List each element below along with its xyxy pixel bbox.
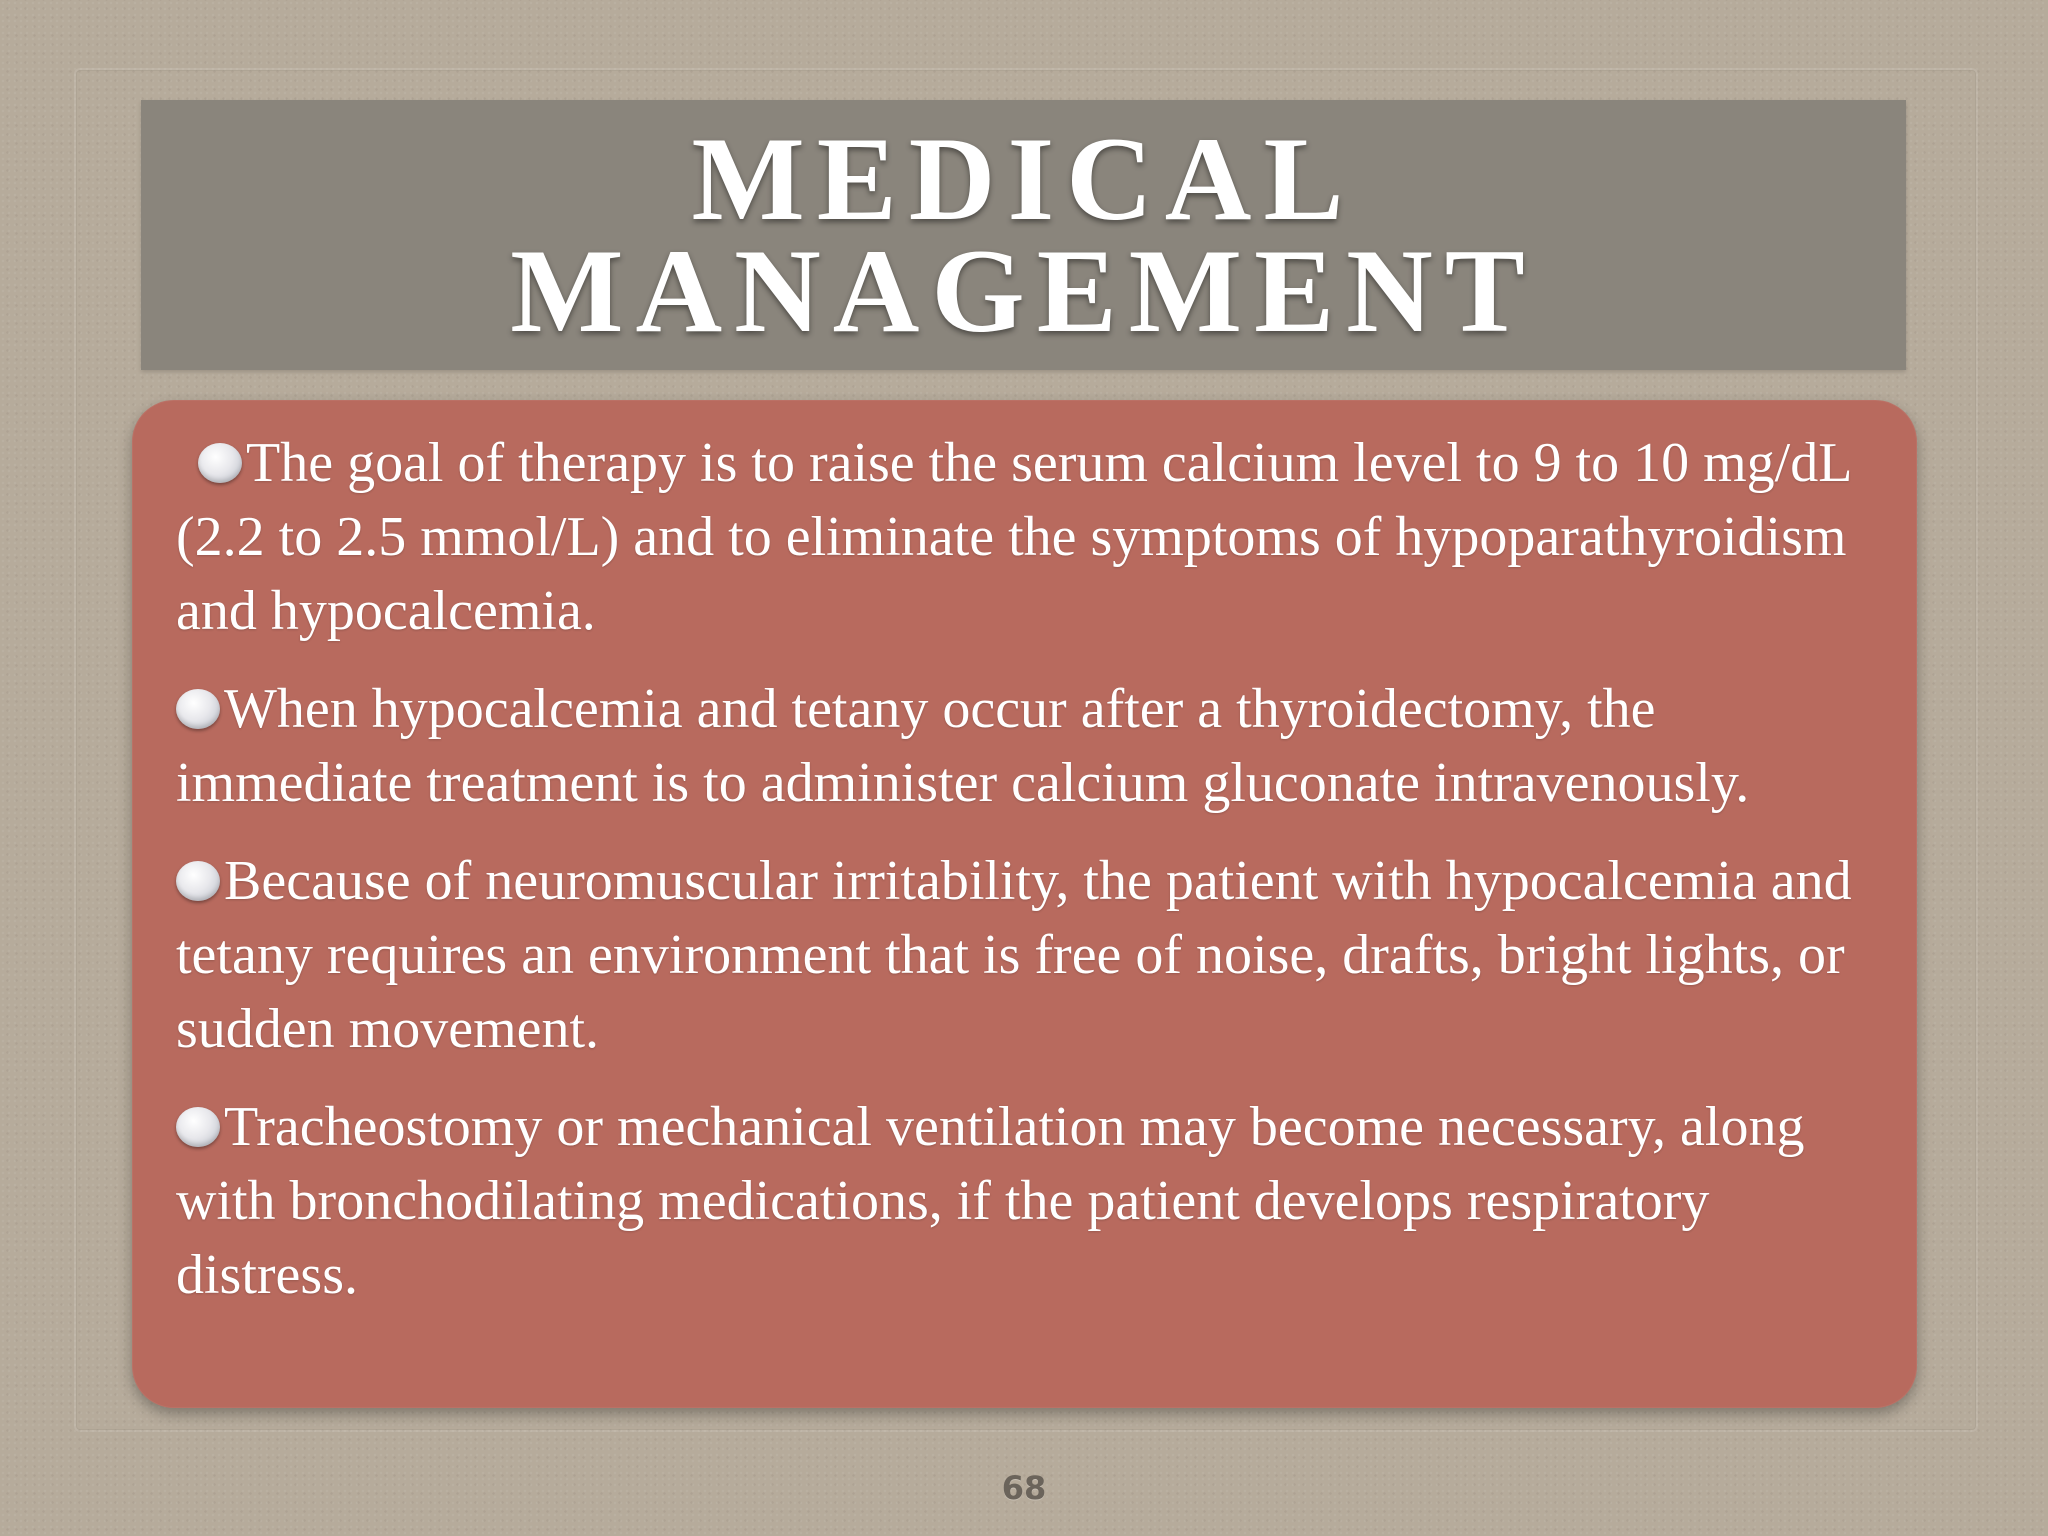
bullet-list [176,426,1881,1312]
bullet-item [176,1090,1881,1312]
bullet-text: Tracheostomy or mechanical ventilation may become necessary, along with bronchodilating medications, if the patient develops respiratory distress. [176,1096,1805,1306]
page-number: 68 [1001,1469,1047,1507]
bullet-item [176,426,1881,648]
title-bar [141,100,1906,370]
pearl-bullet-icon [176,689,220,729]
pearl-bullet-icon [176,1107,220,1147]
bullet-text: When hypocalcemia and tetany occur after a thyroidectomy, the immediate treatment is to administer calcium gluconate intravenously. [176,678,1750,814]
bullet-text: Because of neuromuscular irritability, the patient with hypocalcemia and tetany requires an environment that is free of noise, drafts, bright lights, or sudden movement. [176,850,1852,1060]
pearl-bullet-icon [198,443,242,483]
content-box [132,400,1917,1408]
slide-title-line-2: MANAGEMENT [510,224,1537,357]
bullet-item [176,844,1881,1066]
slide-title-line-1: MEDICAL [691,112,1356,245]
pearl-bullet-icon [176,861,220,901]
slide-title [141,112,1906,357]
bullet-text: The goal of therapy is to raise the serum calcium level to 9 to 10 mg/dL (2.2 to 2.5 mmol/L) and to eliminate the symptoms of hypoparathyroidism and hypocalcemia. [176,432,1851,642]
bullet-item [176,672,1881,820]
